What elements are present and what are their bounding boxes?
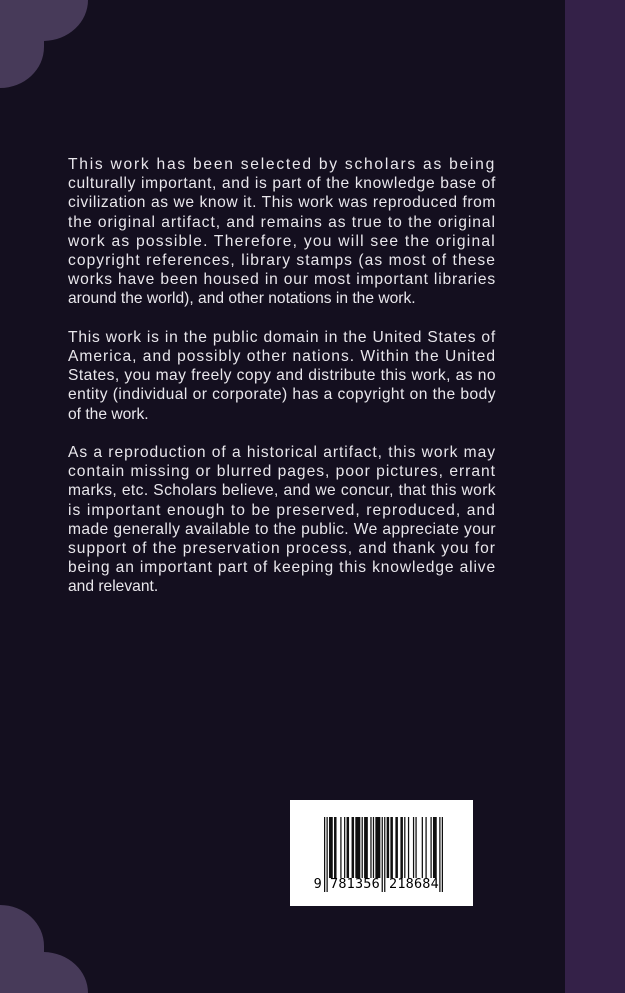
text-line: marks, etc. Scholars believe, and we concur, that this work — [68, 482, 496, 500]
text-line: being an important part of keeping this knowledge alive — [68, 559, 496, 577]
barcode-bar — [327, 817, 328, 892]
corner-ornament-bottom-left — [0, 903, 90, 993]
text-line: made generally available to the public. We appreciate your — [68, 520, 496, 538]
barcode-bar — [340, 817, 341, 878]
barcode-bar — [422, 817, 423, 878]
barcode-bar — [347, 817, 350, 878]
text-line: copyright references, library stamps (as most of these — [68, 252, 496, 270]
barcode-bar — [334, 817, 337, 878]
barcode-bar — [413, 817, 414, 878]
body-text — [68, 155, 496, 597]
barcode-bar — [425, 817, 426, 878]
text-line: civilization as we know it. This work was reproduced from — [68, 194, 496, 212]
text-line: This work is in the public domain in the United States of — [68, 328, 496, 346]
barcode-bar — [324, 817, 325, 892]
barcode-bar — [373, 817, 374, 878]
barcode — [290, 800, 473, 906]
barcode-bar — [384, 817, 385, 892]
barcode-digit-group-right: 218684 — [389, 876, 439, 892]
text-line: culturally important, and is part of the knowledge base of — [68, 175, 496, 193]
barcode-bar — [400, 817, 403, 878]
text-line: contain missing or blurred pages, poor pictures, errant — [68, 463, 496, 481]
text-line: work as possible. Therefore, you will see the original — [68, 232, 496, 250]
barcode-bar — [404, 817, 405, 878]
barcode-bar — [375, 817, 380, 878]
barcode-bar — [355, 817, 360, 878]
barcode-bar — [370, 817, 371, 878]
barcode-bar — [352, 817, 355, 878]
text-line: the original artifact, and remains as true to the original — [68, 213, 496, 231]
barcode-bar — [408, 817, 409, 878]
text-line: of the work. — [68, 405, 149, 423]
barcode-digit-group-left: 781356 — [330, 876, 380, 892]
text-line: works have been housed in our most important libraries — [68, 271, 496, 289]
paragraph — [68, 155, 496, 309]
text-line: As a reproduction of a historical artifact, this work may — [68, 444, 496, 462]
barcode-digit-lead: 9 — [313, 876, 322, 892]
barcode-bar — [344, 817, 345, 878]
barcode-bar — [430, 817, 431, 878]
text-line: around the world), and other notations in the work. — [68, 290, 416, 308]
barcode-bar — [362, 817, 363, 878]
barcode-bar — [382, 817, 383, 892]
text-line: This work has been selected by scholars as being — [68, 156, 496, 173]
paragraph — [68, 328, 496, 424]
text-line: support of the preservation process, and thank you for — [68, 540, 496, 558]
barcode-bar — [395, 817, 398, 878]
text-line: entity (individual or corporate) has a copyright on the body — [68, 386, 496, 404]
paragraph — [68, 443, 496, 597]
barcode-bar — [442, 817, 443, 892]
barcode-bar — [364, 817, 368, 878]
text-line: is important enough to be preserved, reproduced, and — [68, 501, 496, 519]
corner-ornament-top-left — [0, 0, 90, 90]
barcode-bar — [387, 817, 390, 878]
barcode-bar — [433, 817, 437, 878]
barcode-bar — [390, 817, 393, 878]
barcode-bar — [415, 817, 416, 878]
text-line: States, you may freely copy and distribute this work, as no — [68, 367, 496, 385]
barcode-bar — [329, 817, 333, 878]
text-line: and relevant. — [68, 578, 159, 596]
spine-accent-band — [565, 0, 625, 993]
text-line: America, and possibly other nations. Within the United — [68, 348, 496, 366]
